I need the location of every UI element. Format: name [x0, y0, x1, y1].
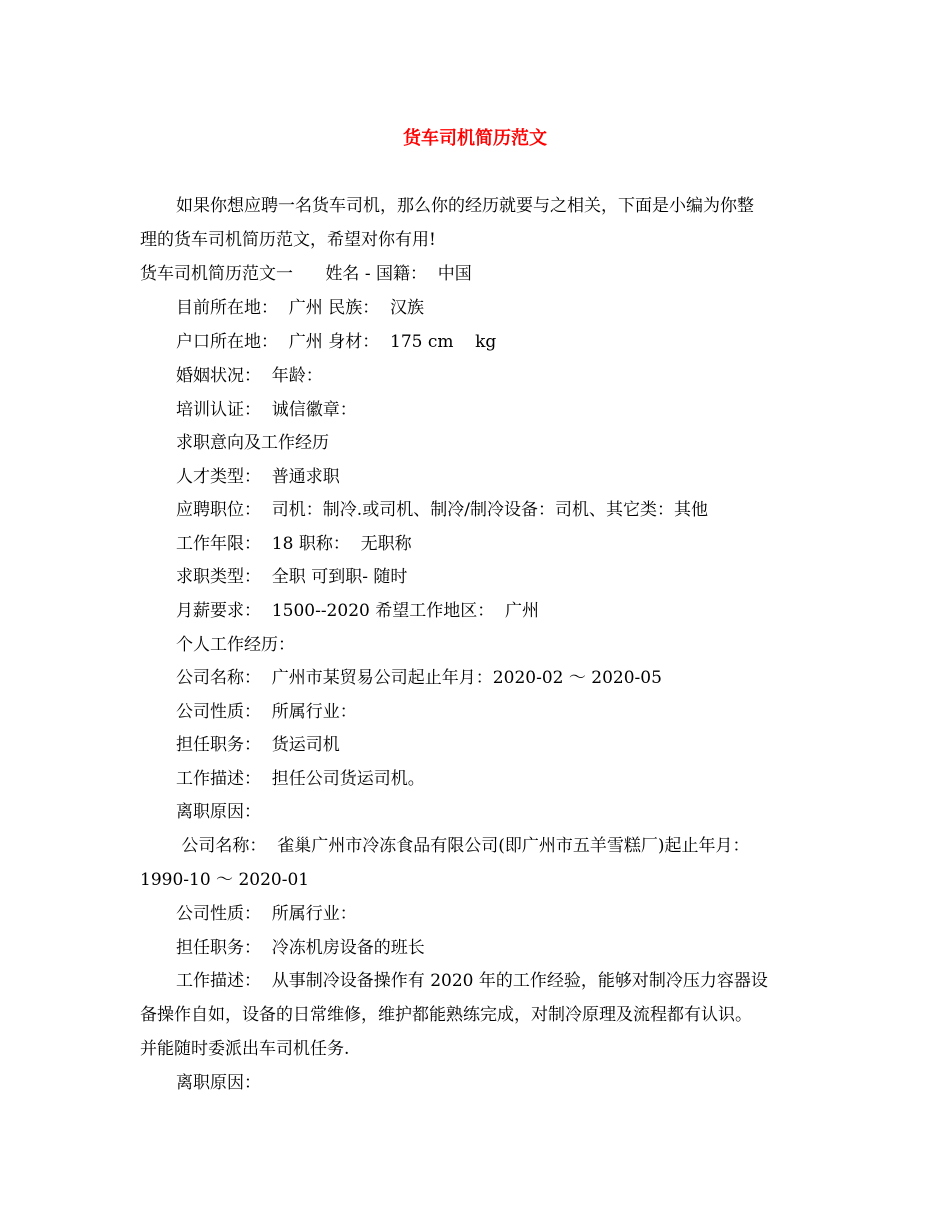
work-years-line: 工作年限： 18 职称： 无职称	[176, 534, 412, 554]
document-title: 货车司机简历范文	[403, 128, 547, 149]
company-1-name-line: 公司名称： 广州市某贸易公司起止年月：2020-02 ～ 2020-05	[176, 668, 662, 688]
household-line: 户口所在地： 广州 身材： 175 cm kg	[176, 332, 497, 352]
job-intent-heading: 求职意向及工作经历	[176, 433, 329, 453]
company-2-description-line-2: 备操作自如，设备的日常维修，维护都能熟练完成，对制冷原理及流程都有认识。	[140, 1005, 752, 1025]
training-line: 培训认证： 诚信徽章：	[176, 400, 357, 420]
company-2-name-line: 公司名称： 雀巢广州市冷冻食品有限公司(即广州市五羊雪糕厂)起止年月：	[176, 836, 750, 856]
job-type-line: 求职类型： 全职 可到职- 随时	[176, 567, 408, 587]
company-2-nature-line: 公司性质： 所属行业：	[176, 904, 357, 924]
work-history-heading: 个人工作经历：	[176, 635, 295, 655]
company-1-description-line: 工作描述： 担任公司货运司机。	[176, 769, 425, 789]
applied-position-line: 应聘职位： 司机：制冷.或司机、制冷/制冷设备：司机、其它类：其他	[176, 500, 708, 520]
company-2-description-line-3: 并能随时委派出车司机任务.	[140, 1039, 350, 1059]
intro-line-2: 理的货车司机简历范文，希望对你有用!	[140, 230, 436, 250]
salary-line: 月薪要求： 1500--2020 希望工作地区： 广州	[176, 601, 540, 621]
intro-line-1: 如果你想应聘一名货车司机，那么你的经历就要与之相关，下面是小编为你整	[176, 196, 754, 216]
resume-heading-line: 货车司机简历范文一 姓名 - 国籍： 中国	[140, 264, 472, 284]
company-2-period-line: 1990-10 ～ 2020-01	[140, 870, 310, 890]
company-2-description-line-1: 工作描述： 从事制冷设备操作有 2020 年的工作经验，能够对制冷压力容器设	[176, 971, 768, 991]
marital-status-line: 婚姻状况： 年龄：	[176, 366, 323, 386]
talent-type-line: 人才类型： 普通求职	[176, 467, 340, 487]
company-2-role-line: 担任职务： 冷冻机房设备的班长	[176, 938, 425, 958]
company-1-leave-reason-line: 离职原因：	[176, 802, 261, 822]
company-1-role-line: 担任职务： 货运司机	[176, 735, 340, 755]
company-1-nature-line: 公司性质： 所属行业：	[176, 702, 357, 722]
company-2-leave-reason-line: 离职原因：	[176, 1073, 261, 1093]
current-location-line: 目前所在地： 广州 民族： 汉族	[176, 298, 425, 318]
